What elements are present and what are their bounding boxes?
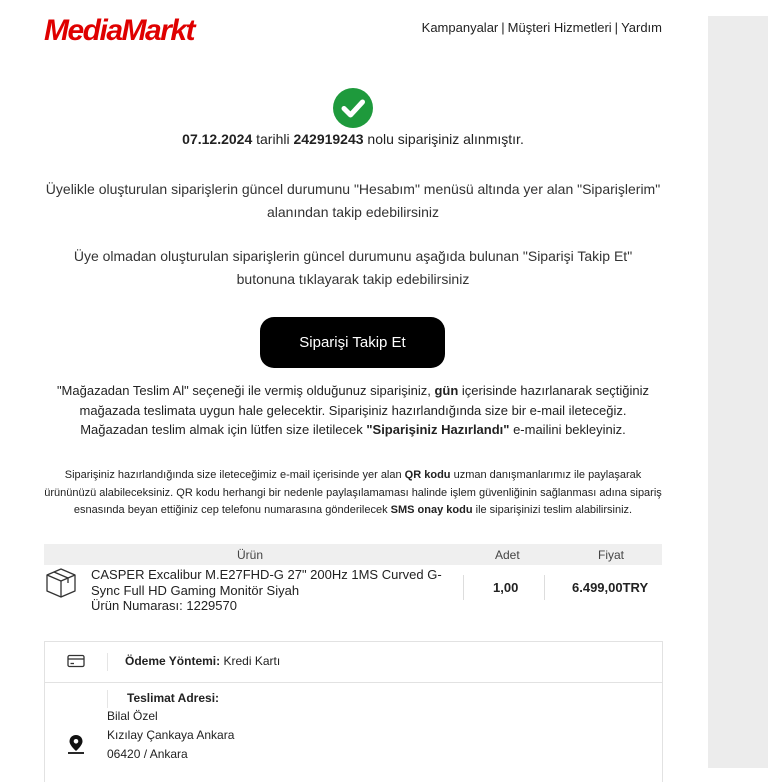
top-links	[422, 20, 662, 35]
right-gray-panel	[708, 16, 768, 768]
link-kampanyalar[interactable]: Kampanyalar	[421, 20, 499, 35]
products-table-header	[44, 544, 662, 565]
members-info: Üyelikle oluşturulan siparişlerin güncel durumunu "Hesabım" menüsü altında yer alan "Siparişlerim" alanından takip edebilirsiniz	[45, 181, 661, 220]
box-icon	[44, 566, 78, 600]
link-musteri-hizmetleri[interactable]: Müşteri Hizmetleri	[507, 20, 612, 35]
payment-method: Ödeme Yöntemi: Kredi Kartı	[125, 654, 281, 668]
address-line: 06420 / Ankara	[107, 747, 188, 761]
guests-info: Üye olmadan oluşturulan siparişlerin güncel durumunu aşağıda bulunan "Siparişi Takip Et" butonuna tıklayarak takip edebilirsiniz	[73, 248, 633, 287]
address-line: Kızılay Çankaya Ankara	[107, 728, 235, 742]
link-separator: |	[501, 20, 505, 35]
order-details-box	[44, 641, 663, 782]
product-name[interactable]: CASPER Excalibur M.E27FHD-G 27" 200Hz 1MS Curved G-Sync Full HD Gaming Monitör Siyah	[91, 567, 442, 598]
logo-text: MediaMarkt	[44, 14, 195, 47]
order-confirmation-text: 07.12.2024 tarihli 242919243 nolu siparişiniz alınmıştır.	[182, 131, 524, 147]
order-date: 07.12.2024	[182, 131, 253, 147]
order-number: 242919243	[293, 131, 364, 147]
col-price: Fiyat	[598, 548, 625, 562]
track-order-button[interactable]: Siparişi Takip Et	[260, 317, 445, 368]
credit-card-icon	[67, 654, 85, 673]
divider	[107, 653, 108, 671]
link-yardim[interactable]: Yardım	[621, 20, 662, 35]
product-price: 6.499,00TRY	[572, 580, 649, 595]
col-product: Ürün	[237, 548, 264, 562]
column-divider	[463, 575, 464, 600]
delivery-address-title: Teslimat Adresi:	[127, 691, 220, 705]
link-separator: |	[614, 20, 619, 35]
qr-code-info: Siparişiniz hazırlandığında size ileteceğimiz e-mail içerisinde yer alan QR kodu uzman danışmanlarımız ile paylaşarak ürününüzü alabileceksiniz. QR kodu herhangi bir nedenle paylaşılamaması halinde işlem güvenliğinin sağlanması adına sipariş esnasında beyan ettiğiniz cep telefonu numarasına gönderilecek SMS onay kodu ile siparişinizi teslim alabilirsiniz.	[44, 469, 662, 516]
store-pickup-info: "Mağazadan Teslim Al" seçeneği ile vermiş olduğunuz siparişiniz, gün içerisinde hazırlanarak seçtiğiniz mağazada teslimata uygun hale gelecektir. Siparişiniz hazırlandığında size bir e-mail ileteceğiz. Mağazadan teslim almak için lütfen size iletilecek "Siparişiniz Hazırlandı" e-mailini bekleyiniz.	[56, 383, 650, 437]
product-qty: 1,00	[493, 580, 519, 595]
location-pin-icon	[67, 734, 85, 759]
divider	[107, 690, 108, 708]
address-line: Bilal Özel	[107, 709, 158, 723]
payment-row	[45, 642, 662, 683]
mediamarkt-logo[interactable]	[44, 14, 194, 48]
col-qty: Adet	[495, 548, 520, 562]
check-circle-icon	[333, 88, 373, 128]
column-divider	[544, 575, 545, 600]
product-sku: Ürün Numarası: 1229570	[91, 598, 237, 613]
